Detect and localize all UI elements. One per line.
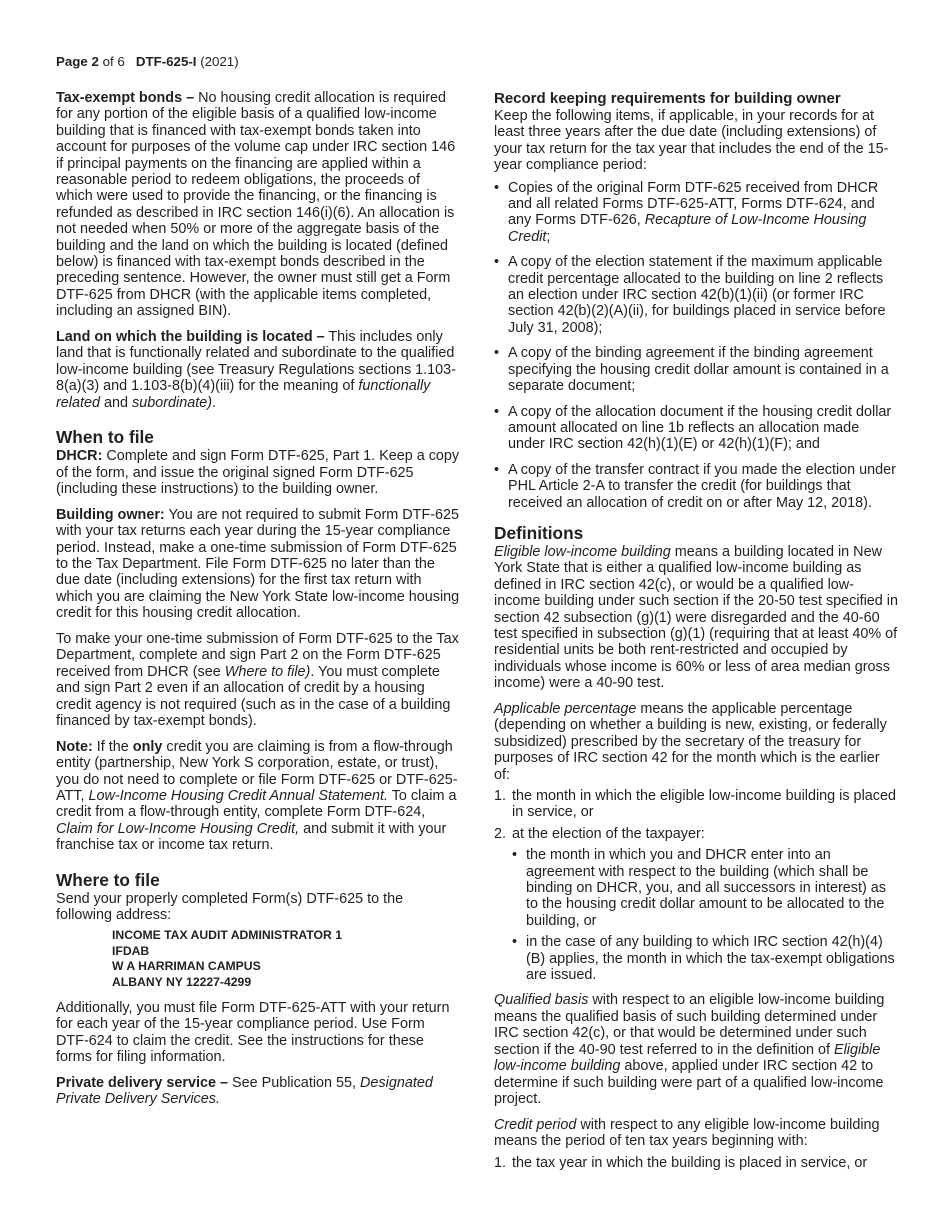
- tax-exempt-bonds-paragraph: Tax-exempt bonds – No housing credit allocation is required for any portion of the eligible basis of a qualified low-income building that is financed with tax-exempt bonds taken into account for purposes of the volume cap under IRC section 146 if principal payments on the financing are applied within a reasonable period to redeem obligations, the proceeds of which were used to provide the financing, or the financing is refunded as described in IRC section 146(i)(6). An allocation is not needed when 50% or more of the aggregate basis of the building and the land on which the building is located (defined below) is financed with tax-exempt bonds described in the preceding sentence. However, the owner must still get a Form DTF-625 from DHCR (with the applicable items completed, including an assigned BIN).: [56, 90, 456, 320]
- list-item: 1. the tax year in which the building is placed in service, or: [494, 1154, 868, 1171]
- definitions-heading: Definitions: [494, 522, 584, 543]
- list-item: 1. the month in which the eligible low-income building is placed in service, or: [494, 788, 896, 821]
- credit-period-list: [494, 1155, 898, 1171]
- land-paragraph: Land on which the building is located – This includes only land that is functionally related and subordinate to the qualified low-income building (see Treasury Regulations sections 1.103-8(a)(3) and 1.103-8(b)(4)(iii) for the meaning of functionally related and subordinate).: [56, 329, 456, 411]
- list-item: • A copy of the allocation document if the housing credit dollar amount allocated on line 1b reflects an allocation made under IRC section 42(h)(1)(E) or 42(h)(1)(F); and: [494, 404, 898, 453]
- where-to-file-heading: Where to file: [56, 869, 160, 890]
- right-column: [494, 90, 898, 1176]
- where-to-file-intro: Send your properly completed Form(s) DTF-625 to the following address:: [56, 890, 404, 924]
- address-line: W A HARRIMAN CAMPUS: [112, 959, 261, 974]
- building-owner-paragraph: Building owner: You are not required to submit Form DTF-625 with your tax returns each year during the 15-year compliance period. Instead, make a one-time submission of Form DTF-625 to the Tax Department. File Form DTF-625 no later than the due date (including extensions) for the first tax return with which you are claiming the New York State low-income housing credit for this housing credit allocation.: [56, 506, 460, 622]
- record-keeping-heading: Record keeping requirements for building owner: [494, 90, 841, 107]
- list-item: 2. at the election of the taxpayer: • the month in which you and DHCR enter into an agreement with respect to the building (which shall be binding on DHCR, you, and all successors in interest) as to the housing credit dollar amount to be allocated to the building, or • in the case of any building to which IRC section 42(h)(4)(B) applies, the month in which the tax-exempt obligations are issued.: [494, 826, 898, 984]
- sub-list: [512, 847, 898, 983]
- left-column: [56, 90, 460, 1117]
- address-line: ALBANY NY 12227-4299: [112, 974, 252, 989]
- address-line: INCOME TAX AUDIT ADMINISTRATOR 1: [112, 928, 342, 943]
- list-item: • A copy of the binding agreement if the binding agreement specifying the housing credit dollar amount is contained in a separate document;: [494, 345, 898, 394]
- applicable-definition: Applicable percentage means the applicable percentage (depending on whether a building is new, existing, or federally subsidized) prescribed by the secretary of the treasury for purposes of IRC section 42 for the month which is the earlier of:: [494, 700, 887, 783]
- form-year: (2021): [200, 54, 239, 69]
- list-item: • A copy of the transfer contract if you made the election under PHL Article 2-A to transfer the credit (for buildings that received an allocation of credit on or after May 12, 2018).: [494, 462, 898, 511]
- eligible-definition: Eligible low-income building means a building located in New York State that is either a qualified low-income building as defined in IRC section 42(c), or would be a qualified low-income building under such section if the 20-50 test specified in section 42 subsection (g)(1) were disregarded and the 40-60 test specified in subsection (g)(1) (requiring that at least 40% of residential units be both rent-restricted and occupied by individuals whose income is 60% or less of area median gross income) were a 40-90 test.: [494, 543, 898, 692]
- credit-period-definition: Credit period with respect to any eligible low-income building means the period of ten tax years beginning with:: [494, 1116, 880, 1150]
- one-time-submission-paragraph: To make your one-time submission of Form DTF-625 to the Tax Department, complete and sign Part 2 on the Form DTF-625 received from DHCR (see Where to file). You must complete and sign Part 2 even if an allocation of credit by a housing credit agency is not required (such as in the case of a building financed by tax-exempt bonds).: [56, 630, 459, 729]
- private-delivery-paragraph: Private delivery service – See Publication 55, Designated Private Delivery Services.: [56, 1075, 433, 1108]
- note-paragraph: Note: If the only credit you are claiming is from a flow-through entity (partnership, New York S corporation, estate, or trust), you do not need to complete or file Form DTF-625 or DTF-625-ATT, Low-Income Housing Credit Annual Statement. To claim a credit from a flow-through entity, complete Form DTF-624, Claim for Low-Income Housing Credit, and submit it with your franchise tax or income tax return.: [56, 738, 458, 854]
- page-header: [56, 54, 239, 70]
- list-item: • A copy of the election statement if the maximum applicable credit percentage allocated to the building on line 2 reflects an election under IRC section 42(b)(1)(ii) (or former IRC section 42(b)(2)(A)(ii), for buildings placed in service before July 31, 2008);: [494, 254, 898, 336]
- when-to-file-heading: When to file: [56, 427, 154, 448]
- page-number: 2: [91, 54, 99, 69]
- form-id: DTF-625-I: [135, 54, 197, 69]
- address-line: IFDAB: [112, 943, 150, 958]
- dhcr-paragraph: DHCR: Complete and sign Form DTF-625, Part 1. Keep a copy of the form, and issue the original signed Form DTF-625 (including these instructions) to the building owner.: [56, 448, 460, 497]
- record-keeping-list: [494, 180, 898, 511]
- applicable-list: [494, 788, 898, 983]
- list-item: • Copies of the original Form DTF-625 received from DHCR and all related Forms DTF-625-ATT, Forms DTF-624, and any Forms DTF-626, Recapture of Low-Income Housing Credit;: [494, 180, 898, 246]
- page-label: Page: [56, 54, 88, 69]
- list-item: • the month in which you and DHCR enter into an agreement with respect to the building (which shall be binding on DHCR, you, and all successors in interest) as to the housing credit dollar amount to be allocated to the building, or: [512, 847, 898, 929]
- additional-paragraph: Additionally, you must file Form DTF-625-ATT with your return for each year of the 15-year compliance period. Use Form DTF-624 to claim the credit. See the instructions for these forms for filing information.: [56, 1000, 450, 1066]
- mailing-address: [56, 928, 460, 990]
- list-item: • in the case of any building to which IRC section 42(h)(4)(B) applies, the month in which the tax-exempt obligations are issued.: [512, 934, 898, 983]
- qualified-basis-definition: Qualified basis with respect to an eligible low-income building means the qualified basis of such building determined under IRC section 42(c), or that would be determined under such section if the 40-90 test referred to in the definition of Eligible low-income building above, applied under IRC section 42 to determine if such building were part of a qualified low-income project.: [494, 992, 885, 1107]
- page-total: of 6: [102, 54, 125, 69]
- record-keeping-intro: Keep the following items, if applicable, in your records for at least three years after the due date (including extensions) of your tax return for the tax year that includes the end of the 15-year compliance period:: [494, 108, 889, 174]
